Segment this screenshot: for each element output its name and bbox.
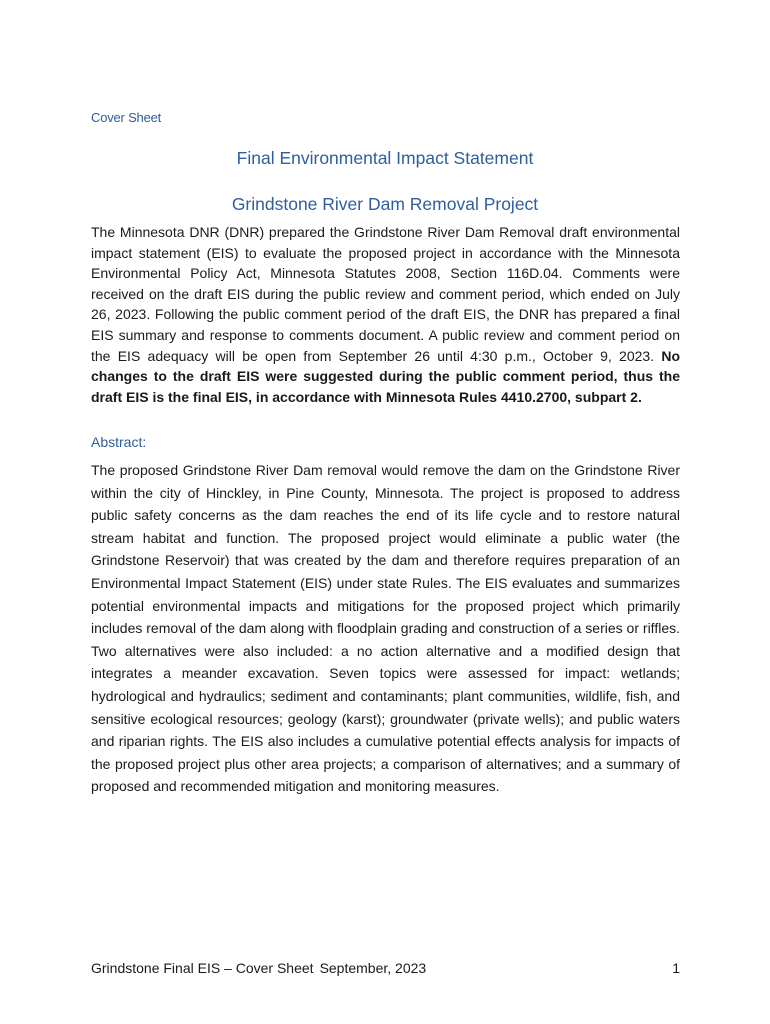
footer-document-label	[91, 960, 426, 976]
intro-text: The Minnesota DNR (DNR) prepared the Grindstone River Dam Removal draft environmental impact statement (EIS) to evaluate the proposed project in accordance with the Minnesota Environmental Policy Act, Minnesota Statutes 2008, Section 116D.04. Comments were received on the draft EIS during the public review and comment period, which ended on July 26, 2023. Following the public comment period of the draft EIS, the DNR has prepared a final EIS summary and response to comments document. A public review and comment period on the EIS adequacy will be open from September 26 until 4:30 p.m., October 9, 2023.	[91, 224, 680, 364]
intro-bold-statement: No changes to the draft EIS were suggested during the public comment period, thus the draft EIS is the final EIS, in accordance with Minnesota Rules 4410.2700, subpart 2.	[91, 347, 680, 405]
project-title: Grindstone River Dam Removal Project	[231, 194, 539, 214]
abstract-heading: Abstract:	[91, 434, 147, 450]
footer-page-number: 1	[672, 960, 680, 976]
document-title: Final Environmental Impact Statement	[236, 148, 534, 168]
intro-paragraph	[91, 222, 680, 407]
cover-sheet-label: Cover Sheet	[91, 110, 162, 125]
abstract-paragraph: The proposed Grindstone River Dam removal would remove the dam on the Grindstone River within the city of Hinckley, in Pine County, Minnesota. The project is proposed to address public safety concerns as the dam reaches the end of its life cycle and to restore natural stream habitat and function. The proposed project would eliminate a public water (the Grindstone Reservoir) that was created by the dam and therefore requires preparation of an Environmental Impact Statement (EIS) under state Rules. The EIS evaluates and summarizes potential environmental impacts and mitigations for the proposed project which primarily includes removal of the dam along with floodplain grading and construction of a series or riffles. Two alternatives were also included: a no action alternative and a modified design that integrates a meander excavation. Seven topics were assessed for impact: wetlands; hydrological and hydraulics; sediment and contaminants; plant communities, wildlife, fish, and sensitive ecological resources; geology (karst); groundwater (private wells); and public waters and riparian rights. The EIS also includes a cumulative potential effects analysis for impacts of the proposed project plus other area projects; a comparison of alternatives; and a summary of proposed and recommended mitigation and monitoring measures.	[91, 462, 680, 795]
footer-doc-label: Grindstone Final EIS – Cover Sheet	[91, 960, 314, 976]
footer-date: September, 2023	[319, 960, 427, 976]
